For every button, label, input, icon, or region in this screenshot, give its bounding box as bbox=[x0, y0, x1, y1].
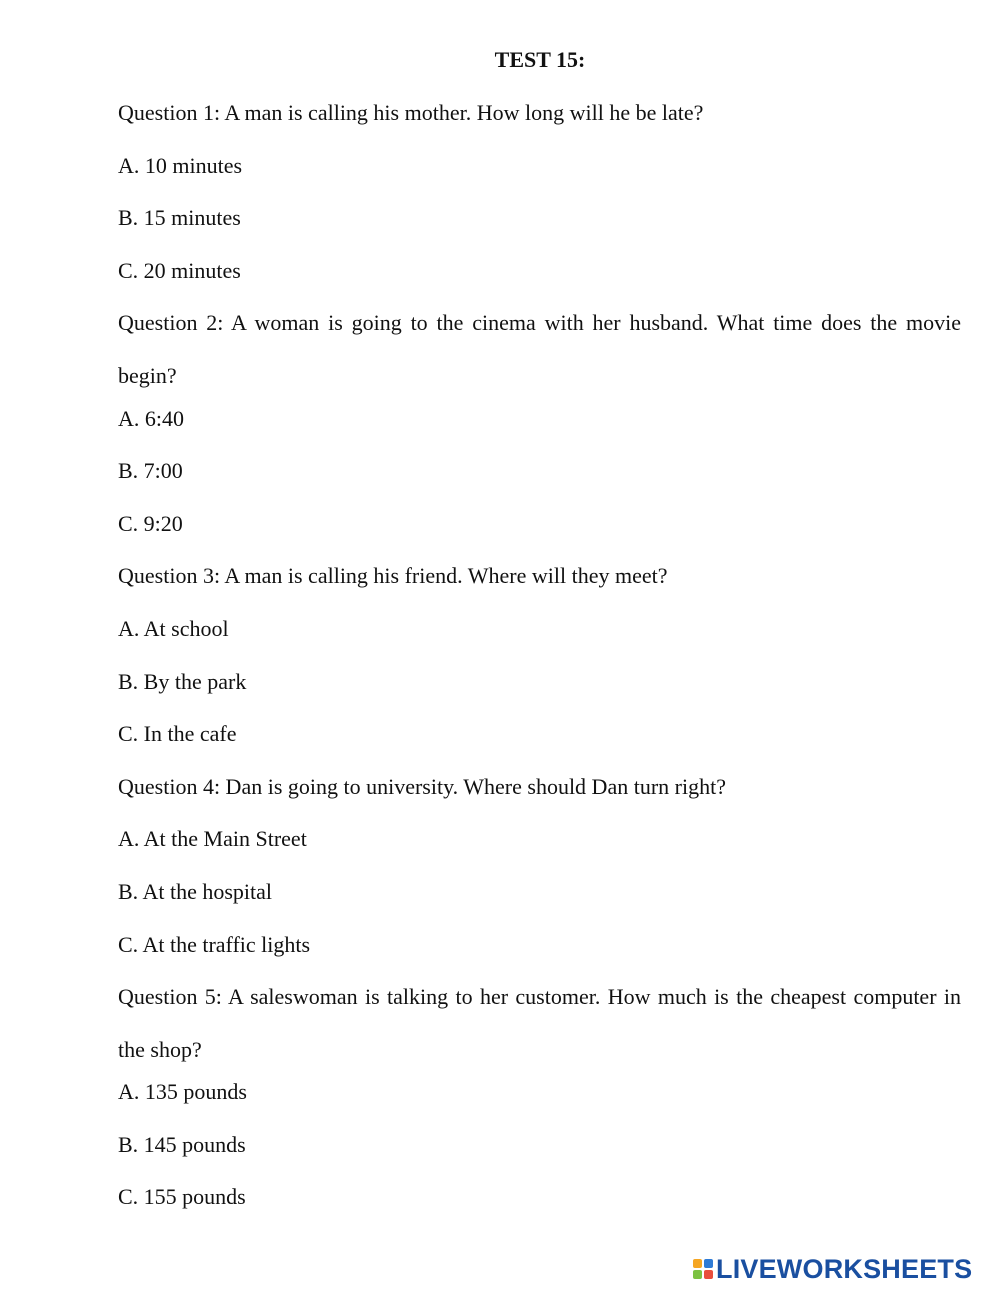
question-2 bbox=[118, 297, 961, 402]
logo-block bbox=[693, 1270, 702, 1279]
option-5b[interactable]: B. 145 pounds bbox=[118, 1131, 246, 1157]
option-5a[interactable]: A. 135 pounds bbox=[118, 1079, 247, 1105]
option-4a[interactable]: A. At the Main Street bbox=[118, 826, 307, 852]
question-text: Question 1: A man is calling his mother. How long will he be late? bbox=[118, 100, 704, 125]
option-4b[interactable]: B. At the hospital bbox=[118, 878, 272, 904]
option-5c[interactable]: C. 155 pounds bbox=[118, 1184, 246, 1210]
logo-block bbox=[704, 1259, 713, 1268]
question-4 bbox=[118, 771, 961, 824]
option-1a[interactable]: A. 10 minutes bbox=[118, 152, 243, 178]
option-4c[interactable]: C. At the traffic lights bbox=[118, 931, 311, 957]
option-2b[interactable]: B. 7:00 bbox=[118, 458, 183, 484]
question-text: Question 5: A saleswoman is talking to her customer. How much is the cheapest computer in the shop? bbox=[118, 984, 961, 1062]
question-3 bbox=[118, 560, 961, 613]
liveworksheets-logo bbox=[693, 1254, 972, 1284]
question-5 bbox=[118, 971, 961, 1076]
option-1b[interactable]: B. 15 minutes bbox=[118, 205, 241, 231]
option-2c[interactable]: C. 9:20 bbox=[118, 510, 183, 536]
option-3b[interactable]: B. By the park bbox=[118, 668, 247, 694]
option-3c[interactable]: C. In the cafe bbox=[118, 721, 237, 747]
logo-blocks-icon bbox=[693, 1259, 713, 1279]
test-title: TEST 15: bbox=[494, 47, 586, 72]
logo-block bbox=[693, 1259, 702, 1268]
question-1 bbox=[118, 97, 961, 150]
logo-text: LIVEWORKSHEETS bbox=[716, 1253, 973, 1284]
option-1c[interactable]: C. 20 minutes bbox=[118, 257, 241, 283]
question-list bbox=[118, 97, 961, 1234]
question-text: Question 3: A man is calling his friend. Where will they meet? bbox=[118, 563, 668, 589]
option-3a[interactable]: A. At school bbox=[118, 615, 229, 641]
question-text: Question 4: Dan is going to university. Where should Dan turn right? bbox=[118, 773, 726, 799]
logo-block bbox=[704, 1270, 713, 1279]
option-2a[interactable]: A. 6:40 bbox=[118, 405, 184, 431]
question-text: Question 2: A woman is going to the cinema with her husband. What time does the movie begin? bbox=[118, 310, 961, 388]
